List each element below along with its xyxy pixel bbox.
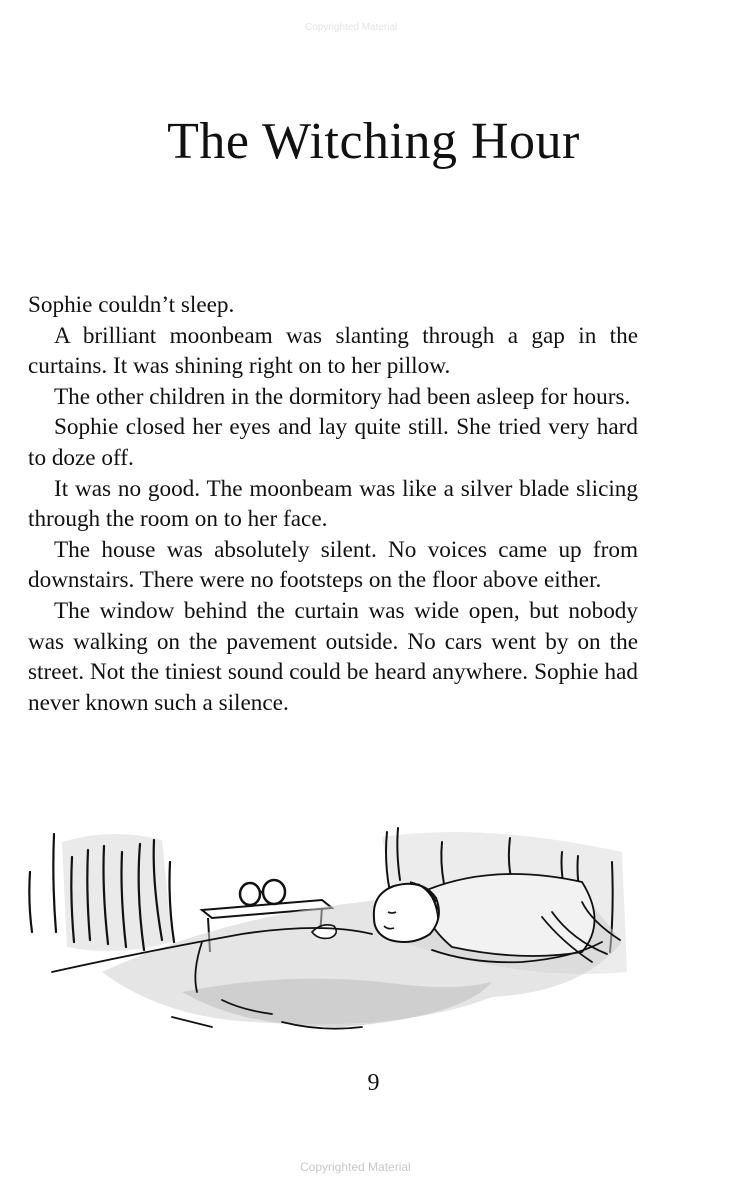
footer-watermark: Copyrighted Material bbox=[300, 1160, 411, 1174]
paragraph: Sophie closed her eyes and lay quite still. She tried very hard to doze off. bbox=[28, 414, 638, 471]
chapter-body bbox=[28, 290, 638, 718]
paragraph: Sophie couldn’t sleep. bbox=[28, 292, 235, 318]
chapter-title: The Witching Hour bbox=[167, 113, 580, 170]
header-watermark: Copyrighted Material bbox=[305, 22, 398, 33]
paragraph: The house was absolutely silent. No voices came up from downstairs. There were no footsteps on the floor above either. bbox=[28, 536, 638, 594]
paragraph: A brilliant moonbeam was slanting through a gap in the curtains. It was shining right on to her pillow. bbox=[28, 322, 638, 380]
sleeping-girl-illustration bbox=[22, 822, 642, 1042]
paragraph: The other children in the dormitory had been asleep for hours. bbox=[54, 383, 631, 410]
paragraph: It was no good. The moonbeam was like a silver blade slicing through the room on to her face. bbox=[28, 475, 638, 533]
page-number: 9 bbox=[367, 1070, 380, 1096]
paragraph: The window behind the curtain was wide open, but nobody was walking on the pavement outside. No cars went by on the street. Not the tiniest sound could be heard anywhere. Sophie had never known such a silence. bbox=[28, 597, 638, 716]
